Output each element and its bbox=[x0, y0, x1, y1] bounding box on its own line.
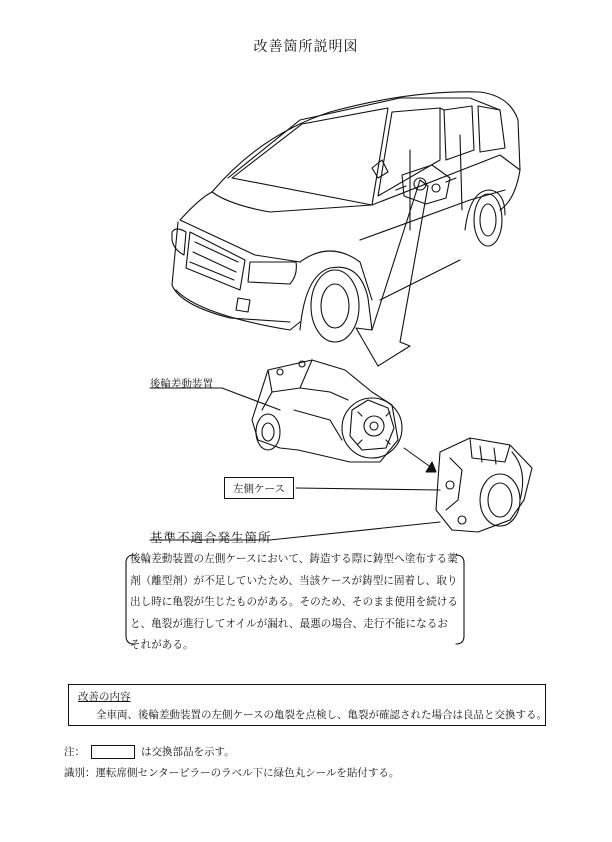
identification-note: 識別：運転席側センターピラーのラベル下に緑色丸シールを貼付する。 bbox=[64, 767, 400, 779]
page-title: 改善箇所説明図 bbox=[253, 39, 359, 55]
differential-drawing bbox=[252, 360, 402, 462]
replacement-part-swatch bbox=[91, 745, 135, 759]
improvement-text: 全車両、後輪差動装置の左側ケースの亀裂を点検し、亀裂が確認された場合は良品と交換する。 bbox=[96, 709, 547, 721]
note-suffix: は交換部品を示す。 bbox=[141, 746, 235, 758]
pointer-arrow bbox=[356, 180, 428, 366]
left-case-label: 左側ケース bbox=[224, 477, 294, 499]
car-drawing bbox=[172, 92, 520, 342]
nonconformity-label: 基準不適合発生箇所 bbox=[150, 530, 272, 545]
note-prefix: 注： bbox=[64, 746, 85, 758]
differential-label: 後輪差動装置 bbox=[150, 378, 213, 390]
nonconformity-description: 後輪差動装置の左側ケースにおいて、鋳造する際に鋳型へ塗布する薬剤（離型剤）が不足していたため、当該ケースが鋳型に固着し、取り出し時に亀裂が生じたものがある。そのため、そのまま使用を続けると、亀裂が進行してオイルが漏れ、最悪の場合、走行不能になるおそれがある。 bbox=[130, 553, 458, 651]
left-case-drawing bbox=[436, 438, 532, 532]
note bbox=[64, 744, 235, 759]
differential-leader bbox=[150, 388, 280, 410]
case-arrow bbox=[404, 448, 432, 468]
case-leader bbox=[296, 488, 440, 490]
improvement-title: 改善の内容 bbox=[78, 691, 131, 703]
